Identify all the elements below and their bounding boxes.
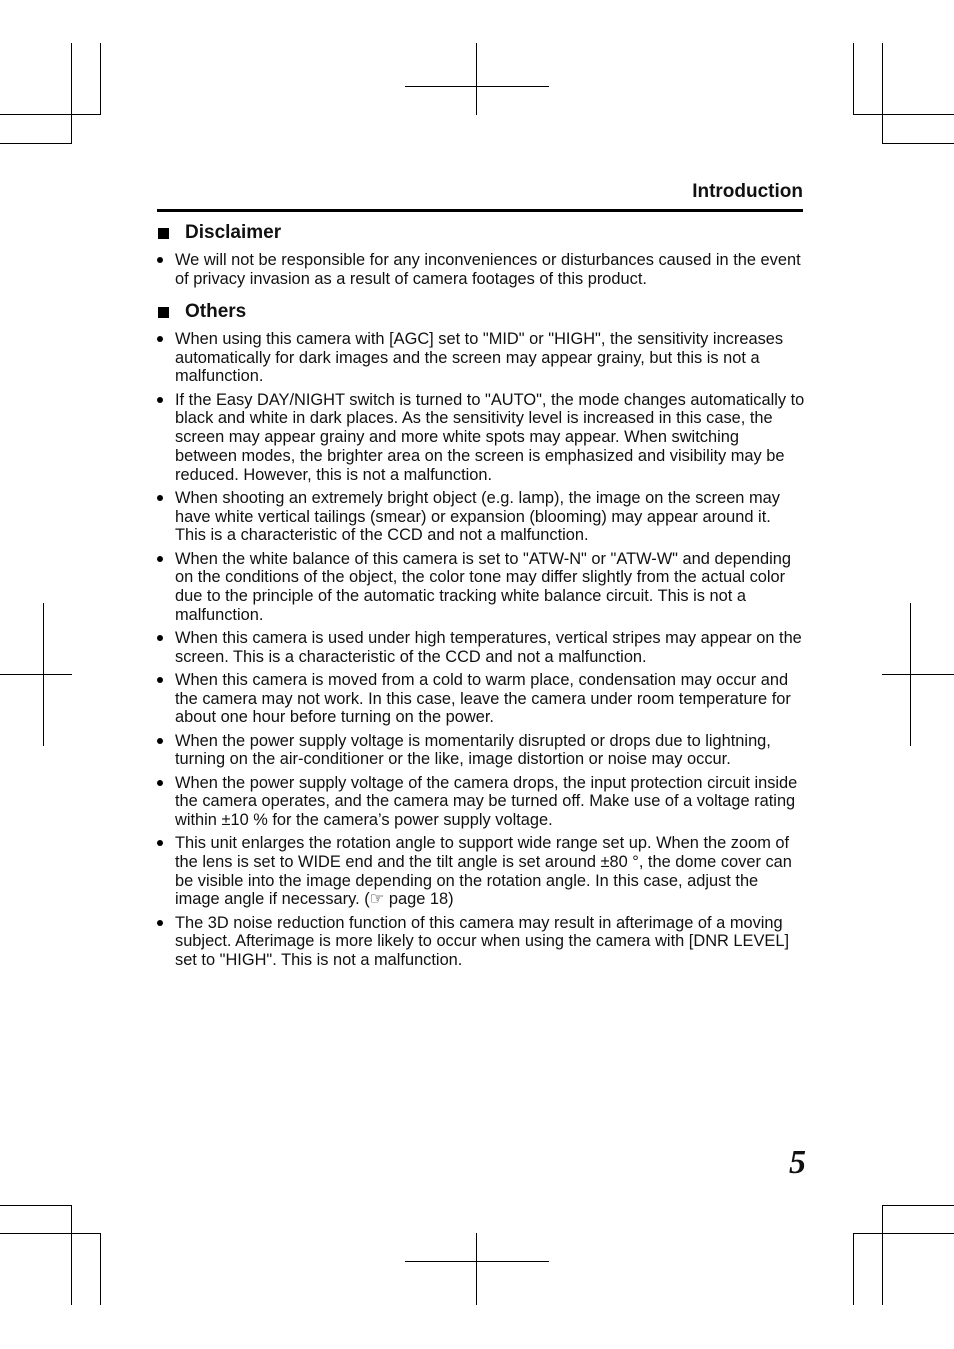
crop-mark [0, 143, 72, 144]
list-item [157, 489, 805, 545]
crop-mark [405, 1261, 549, 1262]
crop-mark [853, 1233, 854, 1305]
list-item [157, 391, 805, 485]
list-item [157, 834, 805, 909]
crop-mark [882, 143, 954, 144]
list-item-text: When this camera is used under high temperatures, vertical stripes may appear on the screen. This is a characteristic of the CCD and not a malfunction. [175, 628, 802, 666]
disclaimer-heading-text: Disclaimer [185, 222, 282, 243]
crop-mark [0, 674, 72, 675]
list-item [157, 671, 805, 727]
crop-mark [100, 1233, 101, 1305]
list-item-text: This unit enlarges the rotation angle to support wide range set up. When the zoom of the lens is set to WIDE end and the tilt angle is set around ±80 °, the dome cover can be visible into the image depending on the rotation angle. In this case, adjust the image angle if necessary. (☞ page 18) [175, 834, 792, 909]
bullet-icon [157, 920, 163, 926]
bullet-icon [157, 635, 163, 641]
bullet-icon [157, 495, 163, 501]
list-item-text: If the Easy DAY/NIGHT switch is turned to "AUTO", the mode changes automatically to black and white in dark places. As the sensitivity level is increased in this case, the screen may appear grainy and more white spots may appear. When switching between modes, the brighter area on the screen is emphasized and visibility may be reduced. However, this is not a malfunction. [175, 390, 805, 484]
crop-mark [100, 43, 101, 115]
list-item [157, 251, 805, 288]
crop-mark [0, 1233, 101, 1234]
list-item-text: The 3D noise reduction function of this camera may result in afterimage of a moving subject. Afterimage is more likely to occur when using the camera with [DNR LEVEL] set to "HIGH". This is not a malfunction. [175, 913, 790, 970]
crop-mark [853, 43, 854, 115]
bullet-icon [157, 397, 163, 403]
bullet-icon [157, 738, 163, 744]
list-item-text: When using this camera with [AGC] set to "MID" or "HIGH", the sensitivity increases automatically for dark images and the screen may appear grainy, but this is not a malfunction. [175, 330, 784, 386]
bullet-icon [157, 556, 163, 562]
crop-mark [882, 43, 883, 143]
square-bullet-icon [158, 307, 169, 318]
running-header: Introduction [692, 181, 803, 202]
list-item [157, 774, 805, 830]
others-heading [157, 301, 246, 323]
bullet-icon [157, 257, 163, 263]
crop-mark [882, 1205, 954, 1206]
list-item [157, 550, 805, 625]
list-item-text: When the power supply voltage is momentarily disrupted or drops due to lightning, turning on the air-conditioner or the like, image distortion or noise may occur. [175, 731, 771, 769]
header-rule [157, 209, 803, 212]
crop-mark [882, 1205, 883, 1305]
others-heading-text: Others [185, 301, 247, 322]
crop-mark [0, 114, 101, 115]
list-item [157, 914, 805, 970]
bullet-icon [157, 840, 163, 846]
list-item-text: When the power supply voltage of the camera drops, the input protection circuit inside the camera operates, and the camera may be turned off. Make use of a voltage rating within ±10 % for the camera’s power supply voltage. [175, 773, 798, 830]
list-item-text: When the white balance of this camera is set to "ATW-N" or "ATW-W" and depending on the conditions of the object, the color tone may differ slightly from the actual color due to the principle of the automatic tracking white balance circuit. This is not a malfunction. [175, 549, 792, 624]
list-item [157, 629, 805, 666]
bullet-icon [157, 780, 163, 786]
list-item-text: We will not be responsible for any inconveniences or disturbances caused in the event of privacy invasion as a result of camera footages of this product. [175, 251, 801, 288]
crop-mark [71, 1205, 72, 1305]
crop-mark [476, 1233, 477, 1305]
others-list [157, 330, 805, 974]
crop-mark [405, 86, 549, 87]
bullet-icon [157, 677, 163, 683]
disclaimer-heading [157, 222, 281, 244]
crop-mark [71, 43, 72, 143]
list-item [157, 732, 805, 769]
crop-mark [853, 1233, 954, 1234]
disclaimer-list [157, 251, 805, 293]
list-item-text: When this camera is moved from a cold to warm place, condensation may occur and the camera may not work. In this case, leave the camera under room temperature for about one hour before turning on the power. [175, 670, 791, 727]
crop-mark [853, 114, 954, 115]
square-bullet-icon [158, 228, 169, 239]
page-number: 5 [789, 1144, 806, 1181]
crop-mark [0, 1205, 72, 1206]
crop-mark [882, 674, 954, 675]
crop-mark [476, 43, 477, 115]
list-item-text: When shooting an extremely bright object (e.g. lamp), the image on the screen may have white vertical tailings (smear) or expansion (blooming) may appear around it. This is a characteristic of the CCD and not a malfunction. [175, 488, 780, 545]
bullet-icon [157, 336, 163, 342]
list-item [157, 330, 805, 386]
